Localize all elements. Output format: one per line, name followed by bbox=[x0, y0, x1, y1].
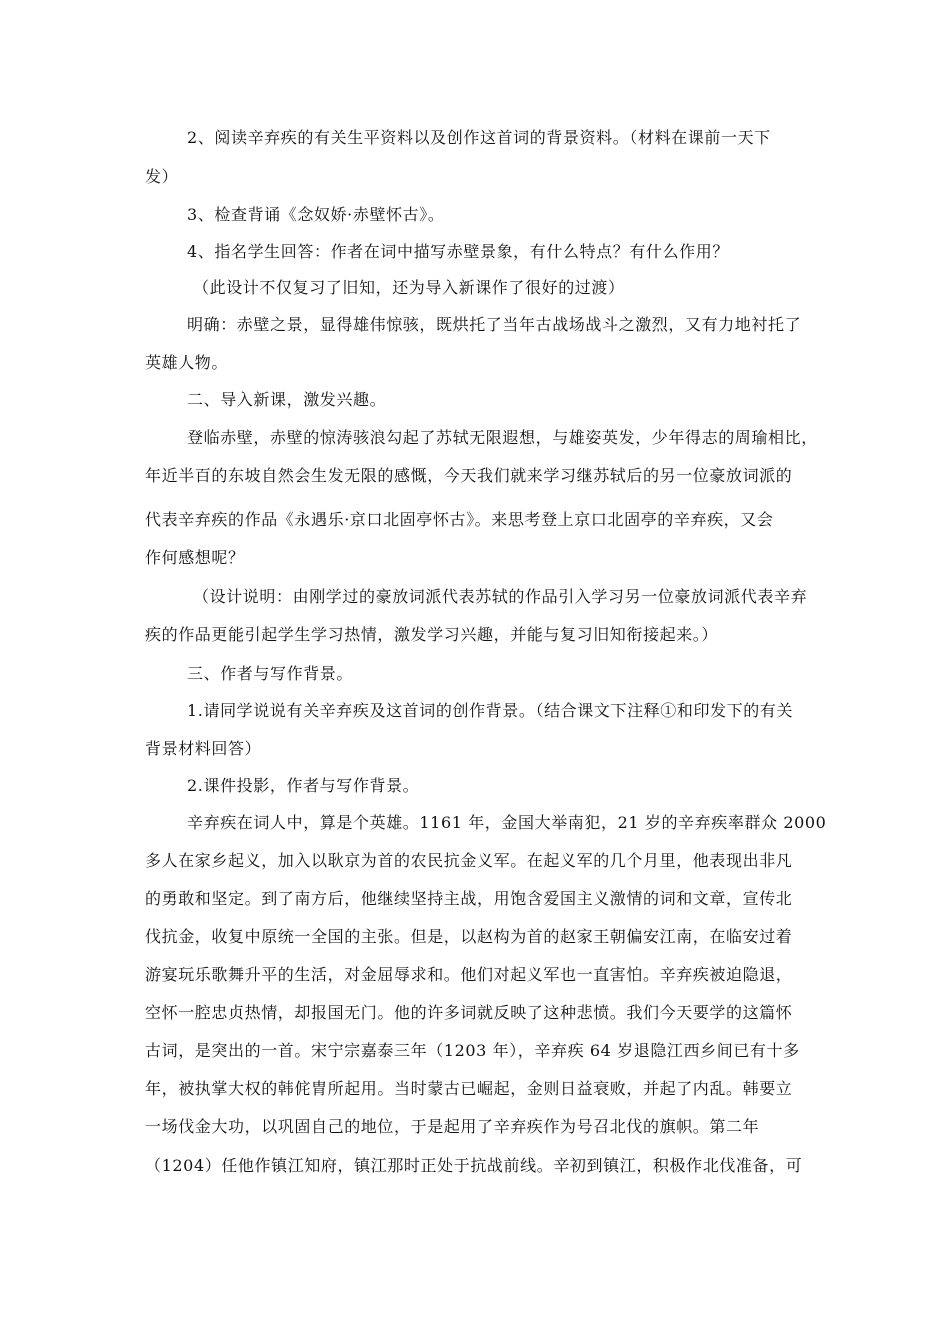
text-line: 2.课件投影，作者与写作背景。 bbox=[187, 776, 420, 795]
text-line: 的勇敢和坚定。到了南方后，他继续坚持主战，用饱含爱国主义激情的词和文章，宣传北 bbox=[145, 889, 793, 908]
text-line: 年，被执掌大权的韩侂胄所起用。当时蒙古已崛起，金则日益衰败，并起了内乱。韩要立 bbox=[145, 1079, 793, 1098]
text-line: 年近半百的东坡自然会生发无限的感慨，今天我们就来学习继苏轼后的另一位豪放词派的 bbox=[145, 466, 793, 485]
text-line: 3、检查背诵《念奴娇·赤壁怀古》。 bbox=[187, 205, 445, 224]
text-line: 英雄人物。 bbox=[145, 353, 229, 372]
text-line: 空怀一腔忠贞热情，却报国无门。他的许多词就反映了这种悲愤。我们今天要学的这篇怀 bbox=[145, 1003, 793, 1022]
text-line: 背景材料回答） bbox=[145, 739, 262, 758]
text-line: 明确：赤壁之景，显得雄伟惊骇，既烘托了当年古战场战斗之激烈，又有力地衬托了 bbox=[187, 315, 802, 334]
text-line: 疾的作品更能引起学生学习热情，激发学习兴趣，并能与复习旧知衔接起来。） bbox=[145, 625, 719, 644]
section-heading: 三、作者与写作背景。 bbox=[187, 664, 354, 683]
text-line: 辛弃疾在词人中，算是个英雄。1161 年，金国大举南犯，21 岁的辛弃疾率群众 2000 bbox=[187, 813, 827, 832]
text-line: （此设计不仅复习了旧知，还为导入新课作了很好的过渡） bbox=[193, 278, 625, 297]
section-heading: 二、导入新课，激发兴趣。 bbox=[187, 390, 387, 409]
text-line: 代表辛弃疾的作品《永遇乐·京口北固亭怀古》。来思考登上京口北固亭的辛弃疾，又会 bbox=[145, 510, 774, 529]
text-line: 伐抗金，收复中原统一全国的主张。但是，以赵构为首的赵家王朝偏安江南，在临安过着 bbox=[145, 927, 793, 946]
text-line: 1.请同学说说有关辛弃疾及这首词的创作背景。（结合课文下注释①和印发下的有关 bbox=[187, 701, 794, 720]
text-line: 登临赤壁，赤壁的惊涛骇浪勾起了苏轼无限遐想，与雄姿英发，少年得志的周瑜相比， bbox=[187, 428, 818, 447]
text-line: 4、指名学生回答：作者在词中描写赤壁景象，有什么特点？有什么作用？ bbox=[187, 242, 729, 261]
text-line: 2、阅读辛弃疾的有关生平资料以及创作这首词的背景资料。（材料在课前一天下 bbox=[187, 128, 771, 147]
text-line: （1204）任他作镇江知府，镇江那时正处于抗战前线。辛初到镇江，积极作北伐准备，可 bbox=[145, 1156, 803, 1175]
text-line: 多人在家乡起义，加入以耿京为首的农民抗金义军。在起义军的几个月里，他表现出非凡 bbox=[145, 851, 793, 870]
text-line: 游宴玩乐歌舞升平的生活，对金屈辱求和。他们对起义军也一直害怕。辛弃疾被迫隐退， bbox=[145, 965, 793, 984]
text-line: （设计说明：由刚学过的豪放词派代表苏轼的作品引入学习另一位豪放词派代表辛弃 bbox=[193, 587, 808, 606]
text-line: 发） bbox=[145, 167, 179, 186]
text-line: 作何感想呢？ bbox=[145, 548, 245, 567]
text-line: 古词，是突出的一首。宋宁宗嘉泰三年（1203 年），辛弃疾 64 岁退隐江西乡间已有十多 bbox=[145, 1041, 800, 1060]
text-line: 一场伐金大功，以巩固自己的地位，于是起用了辛弃疾作为号召北伐的旗帜。第二年 bbox=[145, 1117, 760, 1136]
